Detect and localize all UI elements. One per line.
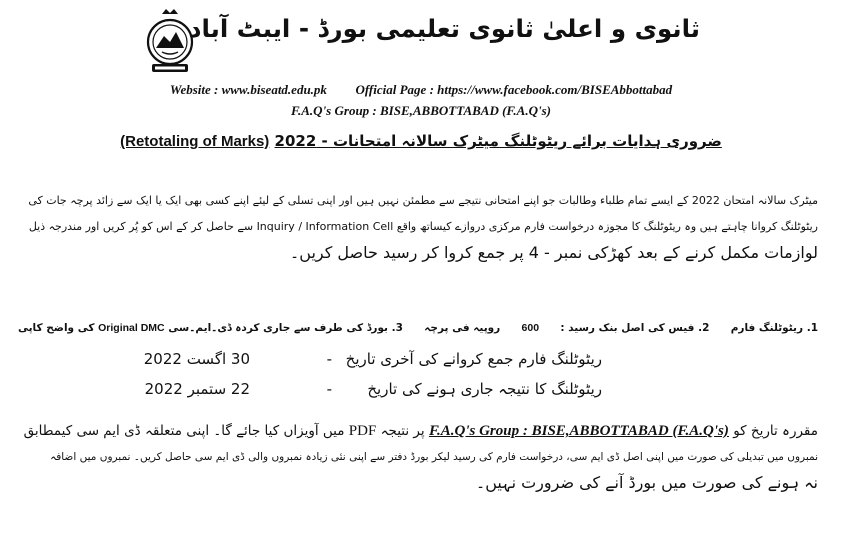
paragraph-line: میٹرک سالانہ امتحان 2022 کے ایسے تمام طلباء وطالبات جو اپنے امتحانی نتیجے سے مطمئن نہیں ہیں اور اپنی تسلی کے لیئے اپنے کسی بھی ایک یا ایک سے زائد پرچہ جات کی bbox=[28, 194, 818, 207]
paragraph-line bbox=[18, 418, 818, 444]
website-label: Website : bbox=[169, 82, 219, 97]
requirement-dmc-copy: کی واضح کاپی bbox=[17, 322, 95, 334]
date-dash: - bbox=[326, 350, 332, 368]
paragraph-text: مقررہ تاریخ کو bbox=[733, 423, 818, 439]
website-line bbox=[0, 82, 842, 98]
requirement-fee-label: 2. فیس کی اصل بنک رسید : bbox=[560, 322, 710, 334]
board-title: ثانوی و اعلیٰ ثانوی تعلیمی بورڈ - ایبٹ آباد bbox=[188, 14, 700, 43]
heading-urdu: ضروری ہدایات برائے ریٹوٹلنگ میٹرک سالانہ امتحانات - 2022 bbox=[274, 132, 722, 150]
faq-group-line: F.A.Q's Group : BISE,ABBOTTABAD (F.A.Q's) bbox=[291, 103, 551, 118]
pdf-label: PDF bbox=[348, 423, 377, 439]
requirement-dmc-original: Original DMC bbox=[98, 322, 165, 334]
paragraph-line: لوازمات مکمل کرنے کے بعد کھڑکی نمبر - 4 پر جمع کروا کر رسید حاصل کریں۔ bbox=[289, 243, 818, 262]
result-paragraph bbox=[18, 418, 818, 496]
website-link[interactable]: www.biseatd.edu.pk bbox=[221, 82, 327, 97]
requirement-dmc-label: 3. بورڈ کی طرف سے جاری کردہ ڈی۔ایم۔سی bbox=[168, 322, 403, 334]
requirement-fee-amount: 600 bbox=[521, 322, 540, 334]
date-value: 30 اگست 2022 bbox=[143, 350, 250, 368]
paragraph-line: نہ ہونے کی صورت میں بورڈ آنے کی ضرورت نہیں۔ bbox=[475, 473, 818, 492]
paragraph-line: نمبروں میں تبدیلی کی صورت میں اپنی اصل ڈی ایم سی، درخواست فارم کی رسید لیکر بورڈ دفتر سے اپنی نئی زیادہ نمبروں والی ڈی ایم سی حاصل کریں۔ نمبروں میں اضافہ bbox=[50, 451, 818, 463]
requirement-form: 1. ریٹوٹلنگ فارم bbox=[730, 322, 818, 334]
paragraph-text: میں آویزاں کیا جائے گا۔ اپنی متعلقہ ڈی ایم سی کیمطابق bbox=[23, 423, 345, 439]
date-dash: - bbox=[326, 380, 332, 398]
requirements-list bbox=[18, 322, 818, 334]
paragraph-text: پر نتیجہ bbox=[380, 423, 425, 439]
paragraph-line: ریٹوٹلنگ کروانا چاہتے ہیں وہ ریٹوٹلنگ کا مجوزہ درخواست فارم مرکزی دروازے کیساتھ واقع Inquiry / Information Cell سے حاصل کر کے اس کو پُر کریں اور مندرجہ ذیل bbox=[28, 220, 818, 233]
official-page-label: Official Page : bbox=[355, 82, 434, 97]
faq-group-link[interactable]: F.A.Q's Group : BISE,ABBOTTABAD (F.A.Q's) bbox=[428, 423, 729, 439]
date-value: 22 ستمبر 2022 bbox=[144, 380, 250, 398]
date-label: ریٹوٹلنگ فارم جمع کروانے کی آخری تاریخ bbox=[345, 350, 602, 368]
heading-english: (Retotaling of Marks) bbox=[120, 133, 270, 150]
date-label: ریٹوٹلنگ کا نتیجہ جاری ہونے کی تاریخ bbox=[367, 380, 602, 398]
official-page-link[interactable]: https://www.facebook.com/BISEAbbottabad bbox=[437, 82, 673, 97]
notice-heading bbox=[0, 132, 842, 150]
instructions-paragraph bbox=[18, 188, 818, 266]
requirement-fee-unit: روپیہ فی پرچہ bbox=[424, 322, 501, 334]
